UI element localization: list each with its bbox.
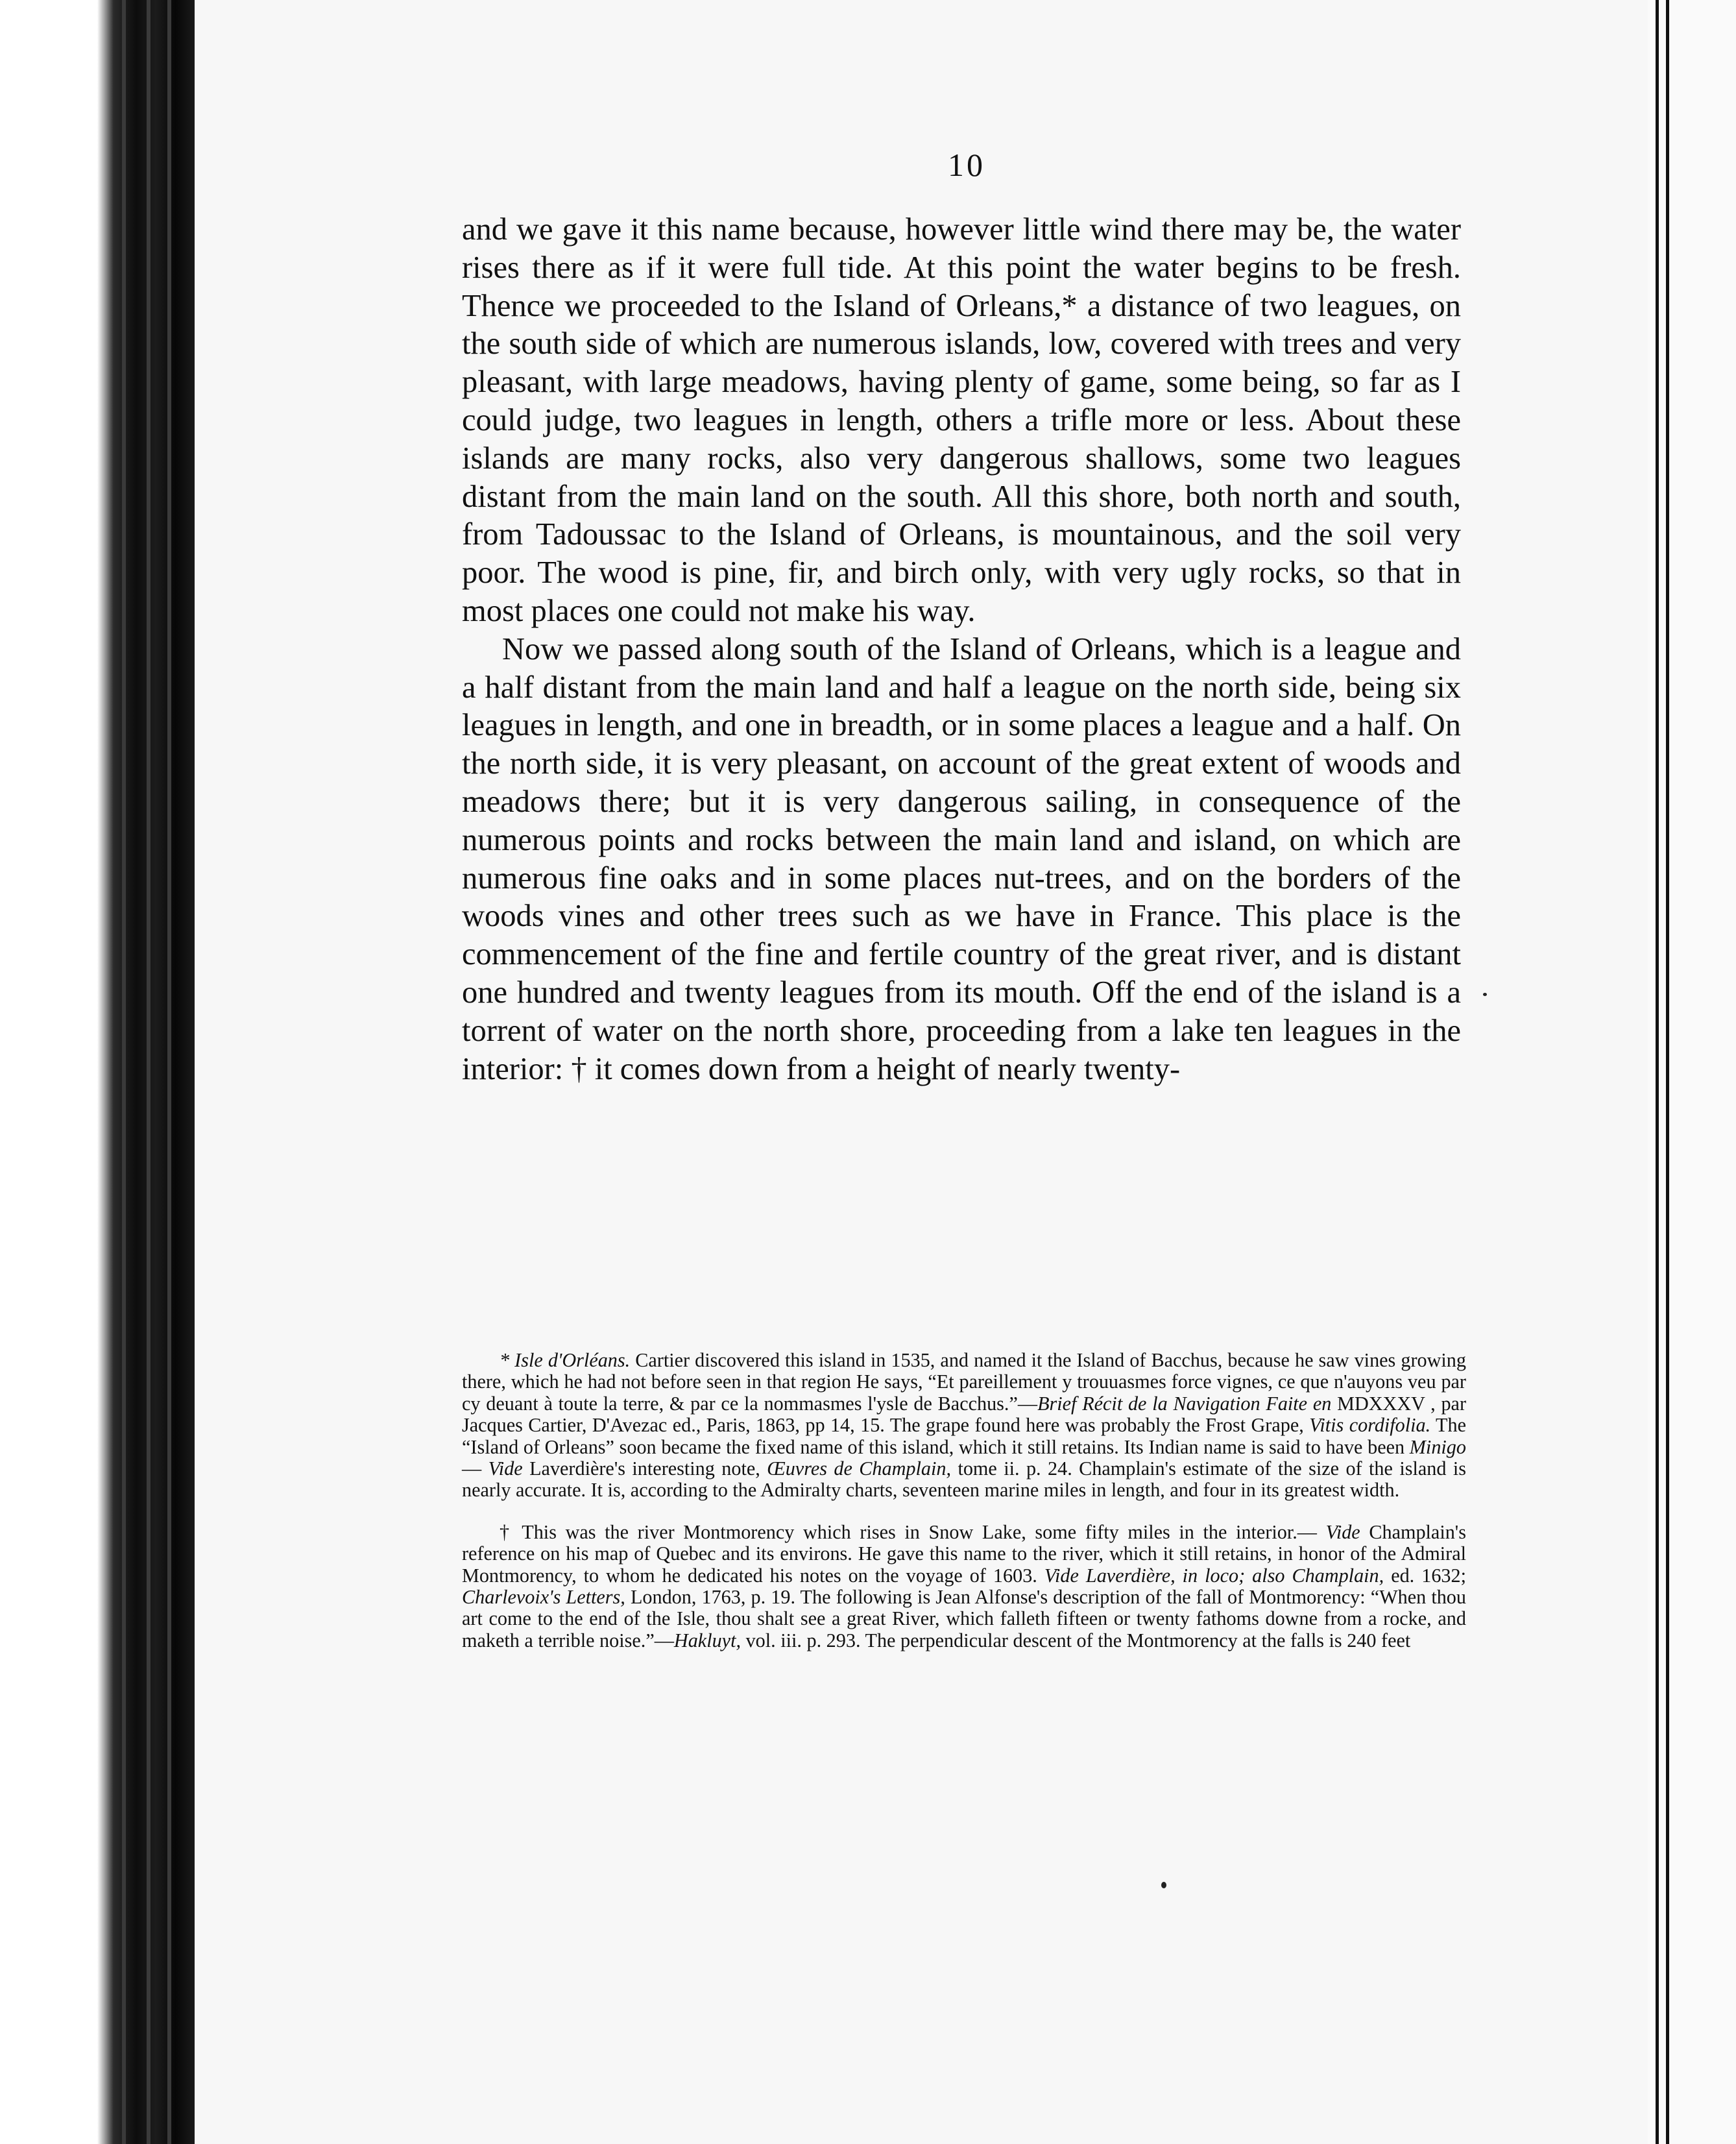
footnote-text: — bbox=[462, 1457, 482, 1480]
footnote-italic: Œuvres de Champlain, bbox=[760, 1457, 952, 1480]
footnote-text: Champlain's reference on his map of Quebec and its environs. He gave this name to the river, which it still retains, in honor of the Admiral Montmorency, to whom he dedicated his notes on the voyage of 1603. bbox=[462, 1520, 1466, 1587]
binding-stripe bbox=[147, 0, 151, 2144]
footnote-italic: Vide bbox=[1316, 1520, 1360, 1543]
book-binding-edge bbox=[0, 0, 195, 2144]
footnote-text: ed. 1632; bbox=[1384, 1564, 1466, 1587]
footnote-text: MDXXXV , par Jacques Cartier, D'Avezac ed., Paris, 1863, pp 14, 15. The grape found here was probably the Frost Grape, bbox=[462, 1392, 1467, 1437]
paragraph-2: Now we passed along south of the Island of Orleans, which is a league and a half distant from the main land and half a league on the north side, being six leagues in length, and one in breadth, or in some places a league and a half. On the north side, it is very pleasant, on account of the great extent of woods and meadows there; but it is very dangerous sailing, in consequence of the numerous points and rocks between the main land and island, on which are numerous fine oaks and in some places nut-trees, and on the borders of the woods vines and other trees such as we have in France. This place is the commencement of the fine and fertile country of the great river, and is distant one hundred and twenty leagues from its mouth. Off the end of the island is a torrent of water on the north shore, proceeding from a lake ten leagues in the interior: † it comes down from a height of nearly twenty- bbox=[462, 631, 1461, 1086]
footnote-text: † This was the river Montmorency which rises in Snow Lake, some fifty miles in the interior.— bbox=[500, 1520, 1317, 1543]
footnote-heading: * Isle d'Orléans. bbox=[500, 1349, 631, 1371]
footnote-italic: Vitis cordifolia. bbox=[1303, 1414, 1431, 1437]
page-number: 10 bbox=[948, 147, 985, 183]
binding-stripe bbox=[167, 0, 171, 2144]
binding-stripe bbox=[122, 0, 126, 2144]
footnote-montmorency bbox=[462, 1522, 1466, 1651]
footnote-text: The “Island of Orleans” soon became the fixed name of this island, which it still retains. Its Indian name is said to have been bbox=[462, 1414, 1466, 1458]
footnote-italic: Vide Laverdière, in loco; also Champlain, bbox=[1037, 1564, 1384, 1587]
paragraph-1: and we gave it this name because, however little wind there may be, the water rises there as if it were full tide. At this point the water begins to be fresh. Thence we proceeded to the Island of Orleans,* a distance of two leagues, on the south side of which are numerous islands, low, covered with trees and very pleasant, with large meadows, having plenty of game, some being, so far as I could judge, two leagues in length, others a trifle more or less. About these islands are many rocks, also very dangerous shallows, some two leagues distant from the main land on the south. All this shore, both north and south, from Tadoussac to the Island of Orleans, is mountainous, and the soil very poor. The wood is pine, fir, and birch only, with very ugly rocks, so that in most places one could not make his way. bbox=[462, 212, 1461, 628]
footnote-italic: Vide bbox=[481, 1457, 523, 1480]
footnote-italic: Brief Récit de la Navigation Faite en bbox=[1037, 1392, 1332, 1415]
print-speck bbox=[1483, 993, 1487, 996]
page-edge-line bbox=[1666, 0, 1669, 2144]
footnote-italic: Charlevoix's Letters, bbox=[462, 1586, 625, 1609]
footnote-italic: Minigo bbox=[1404, 1435, 1466, 1458]
footnote-text: vol. iii. p. 293. The perpendicular descent of the Montmorency at the falls is 240 feet bbox=[741, 1629, 1411, 1651]
facing-page-edge bbox=[1648, 0, 1736, 2144]
footnote-italic: Hakluyt, bbox=[673, 1629, 741, 1651]
footnote-text: Cartier discovered this island in 1535, and named it the Island of Bacchus, because he saw vines growing there, which he had not before seen in that region He says, “Et pareillement y trouuasmes force vignes, ce que n'auyons veu par cy deuant à toute la terre, & par ce la nommasmes l'ysle de Bacchus.”— bbox=[462, 1349, 1466, 1415]
print-speck bbox=[1161, 1882, 1166, 1888]
footnote-text: tome ii. p. 24. Champlain's estimate of the size of the island is nearly accurate. It is, according to the Admiralty charts, seventeen marine miles in length, and four in its greatest width. bbox=[462, 1457, 1466, 1502]
footnote-isle-dorleans bbox=[462, 1350, 1466, 1502]
footnote-text: London, 1763, p. 19. The following is Jean Alfonse's description of the fall of Montmorency: “When thou art come to the end of the Isle, thou shalt see a great River, which falleth fifteen or twenty fathoms downe from a rocke, and maketh a terrible noise.”— bbox=[462, 1586, 1466, 1651]
footnotes bbox=[462, 1350, 1466, 1651]
page-edge-line bbox=[1656, 0, 1659, 2144]
footnote-text: Laverdière's interesting note, bbox=[522, 1457, 760, 1480]
main-text bbox=[462, 211, 1461, 1088]
